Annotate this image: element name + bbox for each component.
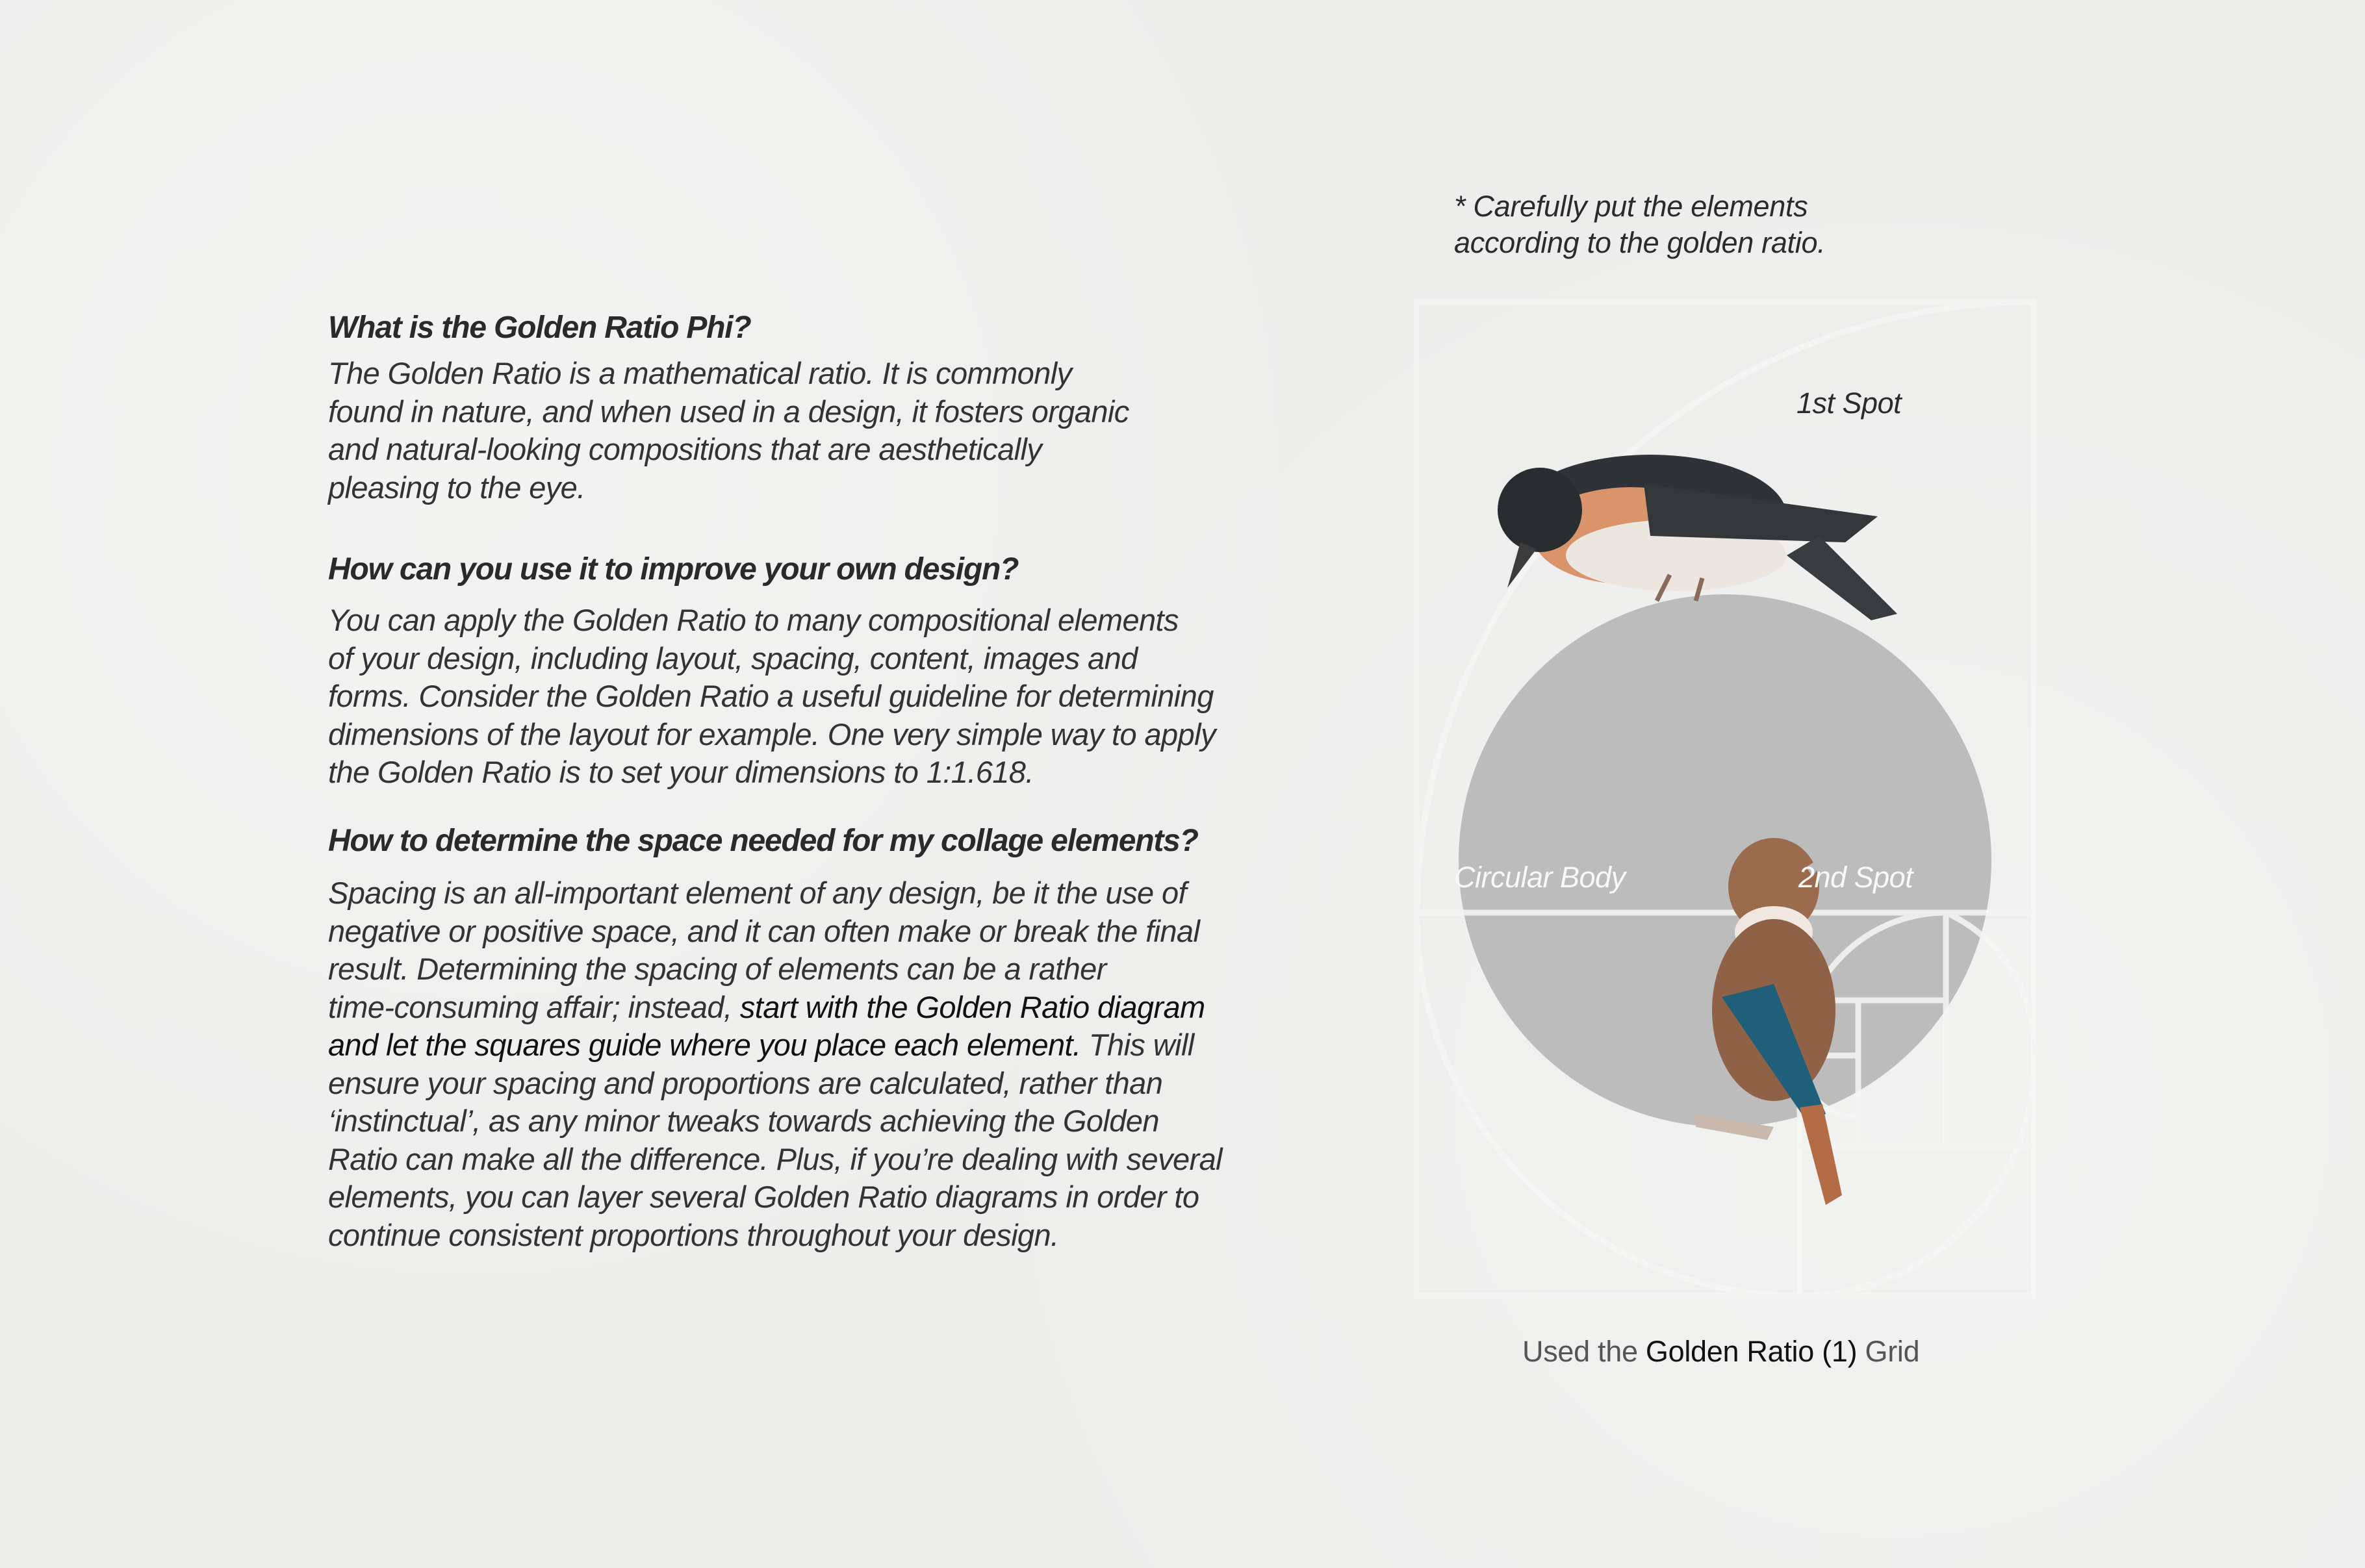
body-line: dimensions of the layout for example. One very simple way to apply: [328, 716, 1216, 752]
emphasized-text: and let the squares guide where you place each element.: [328, 1028, 1081, 1062]
body-line: and natural-looking compositions that are aesthetically: [328, 432, 1042, 466]
body-line: You can apply the Golden Ratio to many compositional elements: [328, 603, 1179, 637]
section-body: [328, 874, 1222, 1254]
note-line: * Carefully put the elements: [1454, 190, 1808, 223]
section-collage-spacing: [328, 818, 1222, 1254]
section-title: How to determine the space needed for my collage elements?: [328, 824, 1198, 858]
section-body: [328, 601, 1216, 792]
body-line: The Golden Ratio is a mathematical ratio. It is commonly: [328, 356, 1072, 390]
section-title: How can you use it to improve your own design?: [328, 552, 1019, 587]
body-line: result. Determining the spacing of elements can be a rather: [328, 952, 1106, 986]
body-line: found in nature, and when used in a design, it fosters organic: [328, 394, 1129, 429]
caption-prefix: Used the: [1522, 1335, 1646, 1368]
body-line: ‘instinctual’, as any minor tweaks towards achieving the Golden: [328, 1104, 1159, 1138]
body-line: continue consistent proportions throughout your design.: [328, 1217, 1059, 1252]
body-line: of your design, including layout, spacing, content, images and: [328, 640, 1138, 676]
body-line: elements, you can layer several Golden Ratio diagrams in order to: [328, 1180, 1199, 1214]
body-line: negative or positive space, and it can often make or break the final: [328, 913, 1200, 948]
emphasized-text: start with the Golden Ratio diagram: [739, 989, 1205, 1024]
body-line: forms. Consider the Golden Ratio a useful guideline for determining: [328, 679, 1214, 713]
golden-ratio-figure: [1410, 296, 2040, 1302]
body-line: time-consuming affair; instead,: [328, 989, 740, 1024]
section-title: What is the Golden Ratio Phi?: [328, 310, 751, 345]
caption-grid-name: Golden Ratio (1): [1645, 1335, 1858, 1368]
second-spot-label: 2nd Spot: [1798, 861, 1913, 894]
figure-caption: [1522, 1335, 1919, 1369]
golden-ratio-grid-illustration: [1410, 296, 2040, 1302]
body-line: This will: [1080, 1028, 1194, 1062]
note-line: according to the golden ratio.: [1454, 226, 1826, 259]
section-golden-ratio-phi: [328, 305, 1129, 507]
caption-suffix: Grid: [1857, 1335, 1920, 1368]
first-spot-label: 1st Spot: [1796, 386, 1902, 420]
body-line: Spacing is an all-important element of any design, be it the use of: [328, 876, 1186, 910]
body-line: the Golden Ratio is to set your dimensions to 1:1.618.: [328, 755, 1034, 789]
body-line: Ratio can make all the difference. Plus, if you’re dealing with several: [328, 1141, 1222, 1176]
section-improve-design: [328, 547, 1216, 792]
body-line: pleasing to the eye.: [328, 470, 585, 505]
placement-note: [1454, 188, 1825, 261]
body-line: ensure your spacing and proportions are calculated, rather than: [328, 1065, 1163, 1100]
circular-body-label: Circular Body: [1454, 861, 1626, 894]
section-body: [328, 355, 1129, 507]
bird-one-illustration: [1498, 455, 1897, 620]
